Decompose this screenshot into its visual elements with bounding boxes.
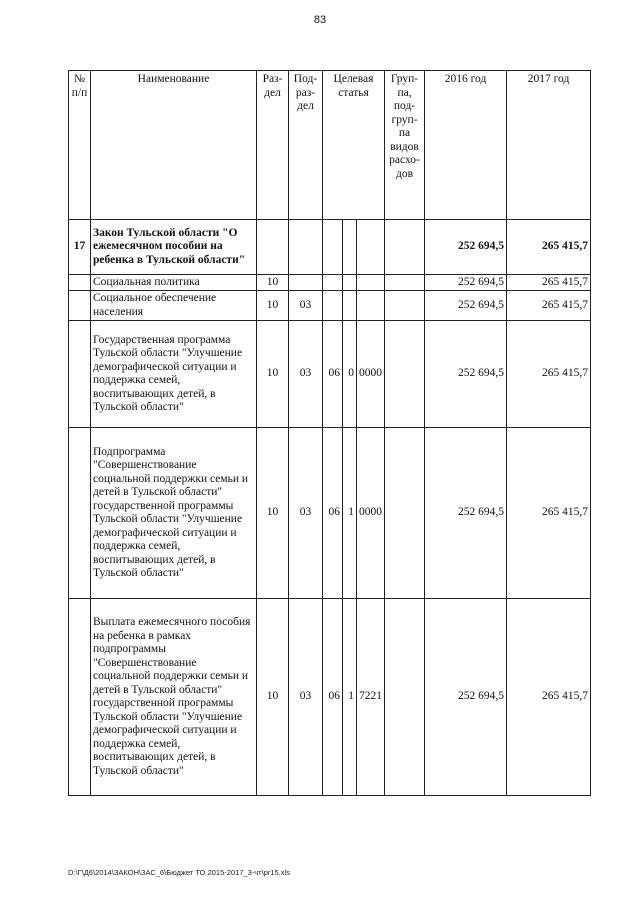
- row-num: [69, 599, 91, 796]
- row-group: [385, 220, 425, 275]
- row-target-direction: [357, 220, 385, 275]
- row-razdel: 10: [257, 428, 289, 599]
- row-razdel: 10: [257, 321, 289, 428]
- row-group: [385, 275, 425, 291]
- row-num: [69, 428, 91, 599]
- row-target-subprogram: 1: [343, 428, 357, 599]
- table-row: [69, 428, 591, 599]
- row-num: 17: [69, 220, 91, 275]
- row-podrazdel: 03: [289, 321, 323, 428]
- row-target-program: [323, 275, 343, 291]
- row-target-direction: 0000: [357, 428, 385, 599]
- row-razdel: 10: [257, 599, 289, 796]
- row-target-program: [323, 291, 343, 321]
- header-num: № п/п: [69, 71, 91, 220]
- table-row: [69, 321, 591, 428]
- row-podrazdel: [289, 275, 323, 291]
- row-target-direction: [357, 291, 385, 321]
- row-num: [69, 275, 91, 291]
- row-name: Подпрограмма "Совершенствование социальной поддержки семьи и детей в Тульской области" государственной программы Тульской области "Улучшение демографической ситуации и поддержка семей, воспитывающих детей, в Тульской области": [91, 428, 257, 599]
- row-target-subprogram: [343, 291, 357, 321]
- row-amount-2016: 252 694,5: [425, 599, 507, 796]
- header-2017: 2017 год: [507, 71, 591, 220]
- row-amount-2016: 252 694,5: [425, 321, 507, 428]
- row-razdel: 10: [257, 291, 289, 321]
- row-target-subprogram: 1: [343, 599, 357, 796]
- row-name: Выплата ежемесячного пособия на ребенка в рамках подпрограммы "Совершенствование социальной поддержки семьи и детей в Тульской области" государственной программы Тульской области "Улучшение демографической ситуации и поддержка семей, воспитывающих детей, в Тульской области": [91, 599, 257, 796]
- row-razdel: 10: [257, 275, 289, 291]
- row-name: Социальная политика: [91, 275, 257, 291]
- row-amount-2016: 252 694,5: [425, 428, 507, 599]
- page-number: 83: [313, 14, 327, 26]
- row-name: Государственная программа Тульской области "Улучшение демографической ситуации и поддержка семей, воспитывающих детей, в Тульской области": [91, 321, 257, 428]
- header-target: Целевая статья: [323, 71, 385, 220]
- file-path-footer: D:\Г\Д6\2014\ЗАКОН\ЗАС_6\Бюджет ТО 2015-2017_3-чт\pr15.xls: [68, 868, 290, 877]
- row-podrazdel: 03: [289, 291, 323, 321]
- table-row: [69, 599, 591, 796]
- row-razdel: [257, 220, 289, 275]
- row-podrazdel: [289, 220, 323, 275]
- table-row: [69, 291, 591, 321]
- row-target-direction: [357, 275, 385, 291]
- row-amount-2016: 252 694,5: [425, 275, 507, 291]
- header-podrazdel: Под- раз- дел: [289, 71, 323, 220]
- row-target-subprogram: [343, 275, 357, 291]
- budget-table: [68, 70, 591, 796]
- row-amount-2017: 265 415,7: [507, 275, 591, 291]
- row-amount-2017: 265 415,7: [507, 321, 591, 428]
- row-name: Социальное обеспечение населения: [91, 291, 257, 321]
- row-group: [385, 428, 425, 599]
- header-name: Наименование: [91, 71, 257, 220]
- row-target-program: [323, 220, 343, 275]
- row-amount-2017: 265 415,7: [507, 291, 591, 321]
- row-podrazdel: 03: [289, 428, 323, 599]
- header-2016: 2016 год: [425, 71, 507, 220]
- row-num: [69, 321, 91, 428]
- row-amount-2017: 265 415,7: [507, 428, 591, 599]
- row-num: [69, 291, 91, 321]
- header-group: Груп- па, под- груп- па видов расхо- дов: [385, 71, 425, 220]
- row-amount-2016: 252 694,5: [425, 220, 507, 275]
- row-amount-2017: 265 415,7: [507, 599, 591, 796]
- row-target-program: 06: [323, 599, 343, 796]
- row-amount-2017: 265 415,7: [507, 220, 591, 275]
- table-header-row: [69, 71, 591, 220]
- row-target-subprogram: [343, 220, 357, 275]
- row-amount-2016: 252 694,5: [425, 291, 507, 321]
- table-row: [69, 220, 591, 275]
- row-podrazdel: 03: [289, 599, 323, 796]
- row-name: Закон Тульской области "О ежемесячном пособии на ребенка в Тульской области": [91, 220, 257, 275]
- row-group: [385, 291, 425, 321]
- row-target-direction: 7221: [357, 599, 385, 796]
- row-target-program: 06: [323, 428, 343, 599]
- row-group: [385, 599, 425, 796]
- row-target-program: 06: [323, 321, 343, 428]
- header-razdel: Раз- дел: [257, 71, 289, 220]
- row-target-direction: 0000: [357, 321, 385, 428]
- row-target-subprogram: 0: [343, 321, 357, 428]
- table-row: [69, 275, 591, 291]
- row-group: [385, 321, 425, 428]
